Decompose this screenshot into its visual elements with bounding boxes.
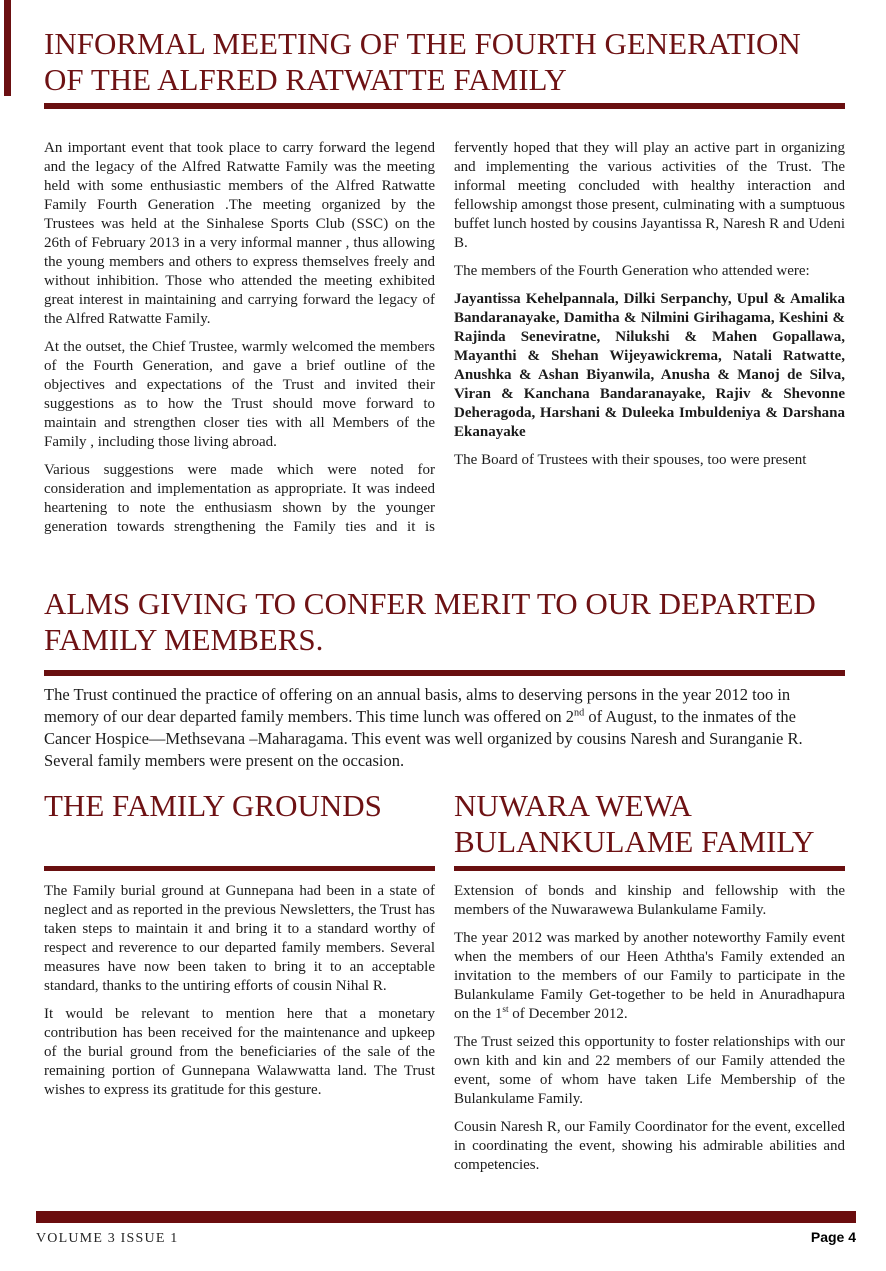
nuwara-wewa-title-line-1: NUWARA WEWA [454,788,692,823]
paragraph: An important event that took place to carry forward the legend and the legacy of the Alfred Ratwatte Family was the meeting held with some enthusiastic members of the Alfred Ratwatte Family Fourth Generation .The meeting organized by the Trustees was held at the Sinhalese Sports Club (SSC) on the 26th of February 2013 in a very informal manner , thus allowing the young members and others to express themselves freely and without inhibition. Those who attended the meeting exhibited great interest in maintaining and carrying forward the legacy of the Alfred Ratwatte Family. [44,140,435,327]
paragraph: Cousin Naresh R, our Family Coordinator for the event, excelled in coordinating the event, showing his admirable abilities and competencies. [454,1119,845,1173]
title-rule [44,103,845,109]
paragraph: At the outset, the Chief Trustee, warmly welcomed the members of the Fourth Generation, and gave a brief outline of the objectives and expectations of the Trust and invited their suggestions as to how the Trust should move forward to maintain and strengthen closer ties with all Members of the Family , including those living abroad. [44,339,435,450]
paragraph [454,929,845,1024]
volume-issue-label: VOLUME 3 ISSUE 1 [36,1231,179,1246]
alms-section-title [44,586,845,658]
family-grounds-rule [44,866,435,871]
page-footer [36,1211,856,1247]
family-grounds-heading-area [44,788,435,866]
nuwara-wewa-heading-area [454,788,845,866]
nuwara-wewa-column [454,788,845,1184]
paragraph: The Board of Trustees with their spouses, too were present [454,452,807,468]
informal-meeting-left-column [44,139,435,546]
ordinal-superscript: st [502,1005,509,1015]
paragraph: Various suggestions were made which were noted for consideration and implementation as appropriate. It was indeed heartening to note the enthusiasm shown by the younger generation towards strengthening the Family ties and it is [44,462,435,535]
nuwara-wewa-title [454,788,845,860]
paragraph: It would be relevant to mention here that a monetary contribution has been received for the maintenance and upkeep of the burial ground from the beneficiaries of the sale of the remaining portion of Gunnepana Walawwatta land. The Trust wishes to express its gratitude for this gesture. [44,1006,435,1098]
attendees-list: Jayantissa Kehelpannala, Dilki Serpanchy, Upul & Amalika Bandaranayake, Damitha & Nilmini Girihagama, Keshini & Rajinda Seneviratne, Nilukshi & Mahen Gopallawa, Mayanthi & Shehan Wijeyawickrema, Natali Ratwatte, Anushka & Ashan Biyanwila, Anusha & Manoj de Silva, Viran & Kanchana Bandaranayake, Rajiv & Shevonne Deheragoda, Harshani & Duleeka Imbuldeniya & Darshana Ekanayake [454,291,845,440]
alms-text-after: of August, to the inmates of the Cancer Hospice—Methsevana –Maharagama. This event was well organized by cousins Naresh and Suranganie R. Several family members were present on the occasion. [44,707,803,770]
alms-text-before: The Trust continued the practice of offering on an annual basis, alms to deserving persons in the year 2012 too in memory of our dear departed family members. This time lunch was offered on 2 [44,685,791,726]
page-title-line-2: OF THE ALFRED RATWATTE FAMILY [44,62,567,97]
left-accent-bar [4,0,11,96]
nuwara-wewa-title-line-2: BULANKULAME FAMILY [454,824,815,859]
family-grounds-title-line: THE FAMILY GROUNDS [44,788,382,823]
ordinal-superscript: nd [573,707,585,719]
family-grounds-column [44,788,435,1184]
alms-giving-section [44,586,845,772]
paragraph: The members of the Fourth Generation who attended were: [454,263,810,279]
nuwara-text-after: of December 2012. [508,1006,628,1022]
page-number: Page 4 [810,1229,856,1245]
informal-meeting-columns [44,139,845,546]
informal-meeting-right-column [454,139,845,546]
alms-title-line-1: ALMS GIVING TO CONFER MERIT TO OUR DEPARTED [44,586,816,621]
page-title [44,26,845,98]
paragraph: fervently hoped that they will play an active part in organizing and implementing the various activities of the Trust. The informal meeting concluded with healthy interaction and fellowship amongst those present, culminating with a sumptuous buffet lunch hosted by cousins Jayantissa R, Naresh R and Udeni B. [454,140,845,251]
lower-columns [44,788,845,1184]
family-grounds-title [44,788,435,824]
paragraph: Extension of bonds and kinship and fellowship with the members of the Nuwarawewa Bulankulame Family. [454,883,845,918]
nuwara-wewa-rule [454,866,845,871]
footer-rule [36,1211,856,1223]
informal-meeting-header [44,26,845,109]
alms-title-line-2: FAMILY MEMBERS. [44,622,324,657]
footer-row [36,1229,856,1247]
page-title-line-1: INFORMAL MEETING OF THE FOURTH GENERATION [44,26,801,61]
paragraph: The Family burial ground at Gunnepana had been in a state of neglect and as reported in the previous Newsletters, the Trust has taken steps to maintain it and bring it to a standard worthy of respect and reverence to our departed family members. Several measures have now been taken to bring it to an acceptable standard, thanks to the untiring efforts of cousin Nihal R. [44,883,435,994]
nuwara-text-before: The year 2012 was marked by another noteworthy Family event when the members of our Heen Aththa's Family extended an invitation to the members of our Family to participate in the Bulankulame Family Get-together to be held in Anuradhapura on the 1 [454,930,845,1022]
paragraph: The Trust seized this opportunity to foster relationships with our own kith and kin and 22 members of our Family attended the event, some of whom have taken Life Membership of the Bulankulame Family. [454,1034,845,1107]
alms-paragraph [44,684,845,772]
alms-rule [44,670,845,676]
